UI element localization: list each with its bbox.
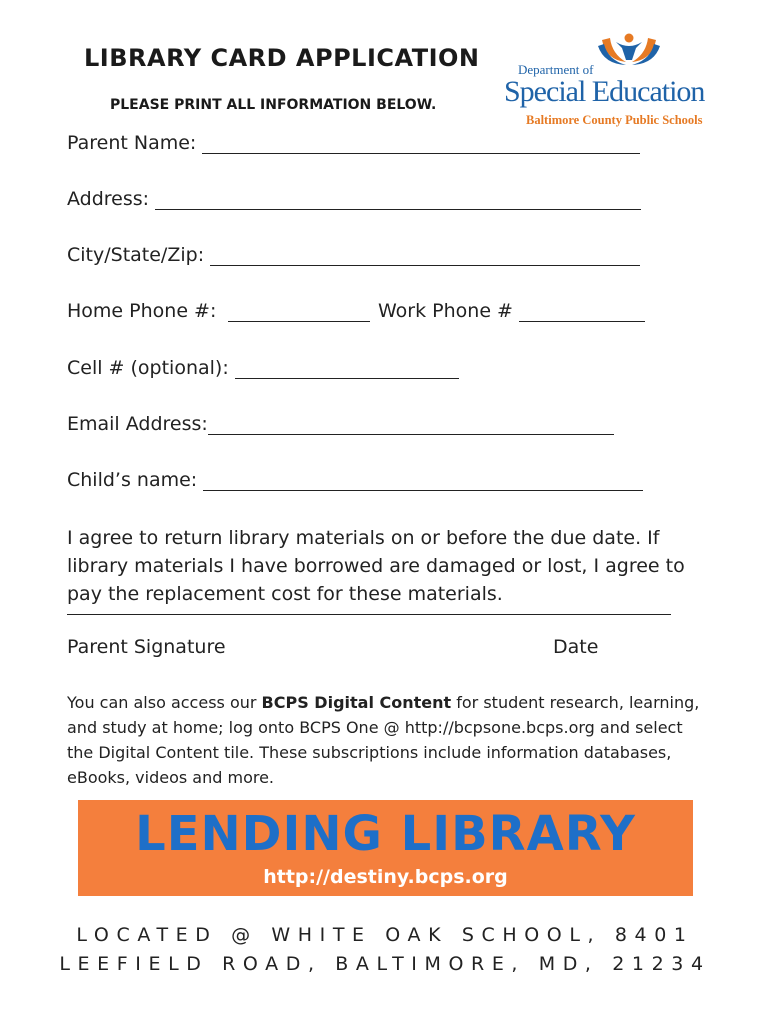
child-name-line[interactable] (203, 473, 643, 491)
email-field[interactable] (67, 411, 614, 435)
email-label: Email Address: (67, 413, 208, 435)
date-label: Date (553, 636, 599, 658)
form-instructions: PLEASE PRINT ALL INFORMATION BELOW. (110, 97, 437, 113)
destiny-link[interactable]: http://destiny.bcps.org (263, 866, 508, 888)
address-line[interactable] (155, 192, 641, 210)
parent-signature-label: Parent Signature (67, 636, 226, 658)
special-education-logo (504, 32, 705, 132)
address-label: Address: (67, 188, 150, 210)
home-phone-label: Home Phone #: (67, 300, 217, 322)
parent-name-label: Parent Name: (67, 132, 197, 154)
logo-bcps-text: Baltimore County Public Schools (526, 113, 703, 127)
hands-and-figure-icon (596, 32, 662, 66)
info-bold-text: BCPS Digital Content (261, 693, 452, 712)
location-line-1: LOCATED @ WHITE OAK SCHOOL, 8401 (76, 924, 694, 946)
cell-field[interactable] (67, 355, 459, 379)
home-phone-line[interactable] (228, 304, 370, 322)
address-field[interactable] (67, 186, 641, 210)
email-line[interactable] (208, 417, 614, 435)
lending-library-banner (78, 800, 693, 896)
child-name-label: Child’s name: (67, 469, 198, 491)
cell-label: Cell # (optional): (67, 357, 229, 379)
child-name-field[interactable] (67, 467, 643, 491)
digital-content-info (67, 690, 707, 790)
work-phone-field[interactable] (378, 298, 645, 322)
lending-library-title: LENDING LIBRARY (135, 806, 636, 862)
work-phone-label: Work Phone # (378, 300, 513, 322)
location-line-2: LEEFIELD ROAD, BALTIMORE, MD, 21234 (59, 953, 711, 975)
logo-department-text: Department of (518, 62, 594, 77)
home-phone-field[interactable] (67, 298, 370, 322)
info-text-after: for student research, learning, and study at home; log onto BCPS One @ http://bcpsone.bcps.org and select the Digital Content tile. These subscriptions include information databases, eBooks, videos and more. (67, 693, 700, 787)
logo-special-education-text: Special Education (504, 75, 705, 108)
info-text-before: You can also access our (67, 693, 262, 712)
signature-line[interactable] (67, 614, 671, 615)
city-state-zip-line[interactable] (210, 248, 640, 266)
work-phone-line[interactable] (519, 304, 645, 322)
form-title: LIBRARY CARD APPLICATION (84, 44, 480, 72)
city-state-zip-label: City/State/Zip: (67, 244, 205, 266)
parent-name-line[interactable] (202, 136, 640, 154)
agreement-text: I agree to return library materials on or before the due date. If library materials I have borrowed are damaged or lost, I agree to pay the replacement cost for these materials. (67, 527, 685, 605)
parent-name-field[interactable] (67, 130, 640, 154)
cell-line[interactable] (235, 361, 459, 379)
city-state-zip-field[interactable] (67, 242, 640, 266)
